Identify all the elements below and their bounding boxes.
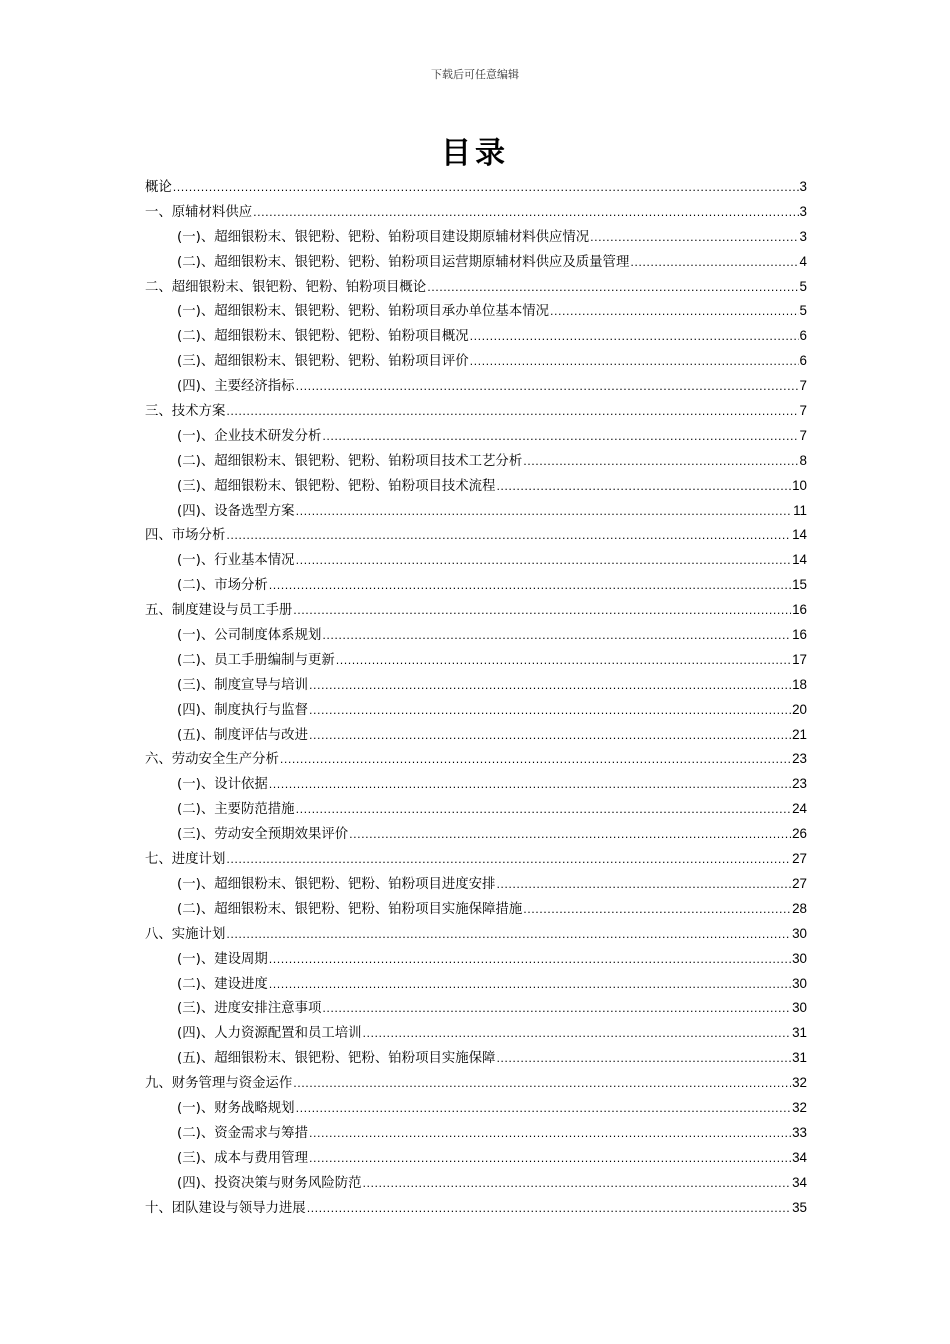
toc-entry-page-number: 14 (792, 552, 807, 568)
toc-dot-leader (590, 226, 798, 251)
toc-entry-label: (五)、制度评估与改进 (177, 727, 308, 743)
toc-entry-page-number: 23 (792, 751, 807, 767)
toc-entry-label: (一)、超细银粉末、银钯粉、钯粉、铂粉项目进度安排 (177, 876, 496, 892)
toc-entry-page-number: 16 (792, 602, 807, 618)
toc-entry-label: 概论 (145, 180, 172, 195)
toc-entry-page-number: 26 (792, 826, 807, 842)
toc-entry-page-number: 10 (792, 477, 807, 493)
toc-dot-leader (427, 276, 798, 301)
toc-entry-page-number: 11 (793, 502, 807, 518)
toc-entry-page-number: 6 (799, 353, 807, 369)
toc-entry-label: 三、技术方案 (145, 404, 226, 420)
toc-dot-leader (550, 300, 799, 325)
page-header: 下载后可任意编辑 (431, 68, 519, 81)
toc-entry-section[interactable] (145, 673, 807, 698)
toc-entry-section[interactable] (145, 299, 807, 324)
toc-dot-leader (296, 798, 792, 823)
toc-entry-page-number: 30 (792, 925, 807, 941)
toc-dot-leader (309, 724, 791, 749)
toc-entry-section[interactable] (145, 772, 807, 797)
toc-entry-chapter[interactable] (145, 598, 807, 623)
toc-entry-chapter[interactable] (145, 1071, 807, 1096)
toc-dot-leader (470, 350, 799, 375)
toc-entry-section[interactable] (145, 648, 807, 673)
toc-entry-page-number: 24 (792, 801, 807, 817)
toc-entry-page-number: 5 (799, 303, 807, 319)
toc-title: 目录 (441, 136, 509, 171)
toc-dot-leader (296, 500, 793, 525)
toc-entry-label: (一)、财务战略规划 (177, 1100, 295, 1116)
toc-entry-label: (四)、主要经济指标 (177, 379, 295, 395)
toc-entry-label: 二、超细银粉末、银钯粉、钯粉、铂粉项目概论 (145, 279, 427, 295)
toc-entry-chapter[interactable] (145, 175, 807, 200)
toc-dot-leader (269, 948, 791, 973)
toc-entry-page-number: 30 (792, 1000, 807, 1016)
toc-dot-leader (253, 201, 798, 226)
toc-entry-page-number: 7 (799, 378, 807, 394)
toc-entry-section[interactable] (145, 623, 807, 648)
toc-dot-leader (309, 1122, 791, 1147)
toc-entry-label: (四)、人力资源配置和员工培训 (177, 1026, 362, 1042)
toc-dot-leader (630, 251, 798, 276)
toc-entry-label: (三)、进度安排注意事项 (177, 1001, 322, 1017)
toc-dot-leader (269, 574, 791, 599)
toc-entry-page-number: 8 (799, 452, 807, 468)
toc-entry-page-number: 3 (799, 179, 807, 194)
toc-entry-page-number: 3 (799, 228, 807, 244)
toc-entry-label: (二)、市场分析 (177, 578, 268, 594)
toc-entry-chapter[interactable] (145, 1196, 807, 1221)
toc-entry-page-number: 23 (792, 776, 807, 792)
toc-dot-leader (496, 475, 791, 500)
toc-dot-leader (322, 624, 791, 649)
toc-entry-label: (二)、建设进度 (177, 976, 268, 992)
toc-dot-leader (226, 848, 791, 873)
toc-entry-chapter[interactable] (145, 399, 807, 424)
toc-entry-page-number: 34 (792, 1174, 807, 1190)
toc-entry-label: (一)、建设周期 (177, 951, 268, 967)
toc-dot-leader (307, 1197, 791, 1222)
toc-entry-section[interactable] (145, 324, 807, 349)
toc-entry-page-number: 5 (799, 278, 807, 294)
toc-dot-leader (296, 1097, 792, 1122)
toc-dot-leader (269, 973, 791, 998)
toc-entry-label: 六、劳动安全生产分析 (145, 752, 279, 768)
toc-entry-page-number: 14 (792, 527, 807, 543)
toc-dot-leader (523, 898, 791, 923)
toc-entry-section[interactable] (145, 872, 807, 897)
toc-entry-label: (三)、劳动安全预期效果评价 (177, 827, 349, 843)
toc-entry-label: (三)、超细银粉末、银钯粉、钯粉、铂粉项目评价 (177, 354, 469, 370)
toc-dot-leader (363, 1022, 792, 1047)
toc-dot-leader (293, 1072, 791, 1097)
toc-entry-section[interactable] (145, 424, 807, 449)
toc-entry-page-number: 34 (792, 1149, 807, 1165)
toc-entry-label: (一)、设计依据 (177, 777, 268, 793)
toc-entry-page-number: 17 (792, 651, 807, 667)
toc-entry-page-number: 31 (792, 1050, 807, 1066)
toc-entry-section[interactable] (145, 374, 807, 399)
toc-entry-chapter[interactable] (145, 847, 807, 872)
toc-entry-page-number: 7 (799, 427, 807, 443)
toc-entry-label: (二)、超细银粉末、银钯粉、钯粉、铂粉项目概况 (177, 329, 469, 345)
toc-entry-label: (三)、制度宣导与培训 (177, 677, 308, 693)
toc-entry-section[interactable] (145, 1021, 807, 1046)
toc-entry-section[interactable] (145, 474, 807, 499)
toc-dot-leader (523, 450, 798, 475)
toc-entry-label: (四)、投资决策与财务风险防范 (177, 1175, 362, 1191)
toc-entry-page-number: 27 (792, 875, 807, 891)
toc-dot-leader (226, 923, 791, 948)
toc-dot-leader (309, 699, 791, 724)
toc-entry-section[interactable] (145, 822, 807, 847)
toc-entry-label: (一)、超细银粉末、银钯粉、钯粉、铂粉项目承办单位基本情况 (177, 304, 549, 320)
toc-entry-label: (二)、超细银粉末、银钯粉、钯粉、铂粉项目运营期原辅材料供应及质量管理 (177, 254, 630, 270)
toc-entry-label: (二)、主要防范措施 (177, 802, 295, 818)
toc-entry-label: (三)、成本与费用管理 (177, 1150, 308, 1166)
toc-dot-leader (226, 524, 791, 549)
toc-entry-label: (二)、员工手册编制与更新 (177, 652, 335, 668)
toc-entry-page-number: 3 (799, 203, 807, 219)
toc-entry-label: (五)、超细银粉末、银钯粉、钯粉、铂粉项目实施保障 (177, 1051, 496, 1067)
toc-entry-label: 八、实施计划 (145, 926, 226, 942)
toc-entry-section[interactable] (145, 996, 807, 1021)
toc-entry-section[interactable] (145, 573, 807, 598)
toc-dot-leader (309, 1147, 791, 1172)
toc-entry-page-number: 16 (792, 627, 807, 643)
toc-entry-section[interactable] (145, 1171, 807, 1196)
toc-dot-leader (470, 325, 799, 350)
toc-entry-page-number: 15 (792, 577, 807, 593)
toc-entry-label: 四、市场分析 (145, 528, 226, 544)
toc-entry-page-number: 21 (792, 726, 807, 742)
toc-entry-chapter[interactable] (145, 200, 807, 225)
toc-dot-leader (322, 997, 791, 1022)
toc-entry-section[interactable] (145, 723, 807, 748)
toc-dot-leader (296, 549, 792, 574)
toc-entry-page-number: 6 (799, 328, 807, 344)
toc-entry-label: 十、团队建设与领导力进展 (145, 1200, 306, 1216)
toc-entry-section[interactable] (145, 449, 807, 474)
toc-entry-label: 一、原辅材料供应 (145, 204, 253, 220)
toc-entry-section[interactable] (145, 349, 807, 374)
toc-entry-section[interactable] (145, 499, 807, 524)
toc-entry-page-number: 30 (792, 950, 807, 966)
toc-dot-leader (293, 599, 791, 624)
toc-entry-section[interactable] (145, 250, 807, 275)
toc-entry-page-number: 33 (792, 1124, 807, 1140)
toc-dot-leader (322, 425, 798, 450)
toc-entry-page-number: 4 (799, 253, 807, 269)
toc-dot-leader (269, 773, 791, 798)
toc-entry-page-number: 20 (792, 701, 807, 717)
toc-dot-leader (363, 1172, 792, 1197)
toc-entry-section[interactable] (145, 972, 807, 997)
toc-entry-label: (三)、超细银粉末、银钯粉、钯粉、铂粉项目技术流程 (177, 478, 496, 494)
toc-entry-page-number: 32 (792, 1075, 807, 1091)
table-of-contents (145, 175, 807, 1220)
toc-entry-page-number: 30 (792, 975, 807, 991)
toc-entry-section[interactable] (145, 797, 807, 822)
toc-entry-page-number: 7 (799, 403, 807, 419)
toc-entry-chapter[interactable] (145, 275, 807, 300)
toc-entry-section[interactable] (145, 1096, 807, 1121)
toc-entry-page-number: 28 (792, 900, 807, 916)
toc-dot-leader (226, 400, 798, 425)
toc-entry-label: 九、财务管理与资金运作 (145, 1076, 293, 1092)
toc-dot-leader (349, 823, 791, 848)
toc-entry-page-number: 27 (792, 851, 807, 867)
toc-entry-label: (二)、超细银粉末、银钯粉、钯粉、铂粉项目技术工艺分析 (177, 453, 523, 469)
toc-entry-page-number: 18 (792, 676, 807, 692)
toc-entry-label: (四)、设备选型方案 (177, 503, 295, 519)
toc-entry-section[interactable] (145, 548, 807, 573)
toc-entry-section[interactable] (145, 947, 807, 972)
toc-entry-section[interactable] (145, 698, 807, 723)
toc-entry-label: 七、进度计划 (145, 852, 226, 868)
toc-entry-page-number: 32 (792, 1099, 807, 1115)
toc-entry-chapter[interactable] (145, 922, 807, 947)
toc-entry-section[interactable] (145, 897, 807, 922)
toc-entry-section[interactable] (145, 1146, 807, 1171)
toc-dot-leader (496, 873, 791, 898)
toc-entry-label: (二)、资金需求与筹措 (177, 1125, 308, 1141)
toc-entry-page-number: 31 (792, 1025, 807, 1041)
toc-dot-leader (280, 748, 791, 773)
toc-dot-leader (496, 1047, 791, 1072)
toc-entry-chapter[interactable] (145, 523, 807, 548)
toc-dot-leader (173, 176, 799, 201)
toc-entry-chapter[interactable] (145, 747, 807, 772)
toc-entry-label: (一)、超细银粉末、银钯粉、钯粉、铂粉项目建设期原辅材料供应情况 (177, 229, 590, 245)
toc-dot-leader (296, 375, 799, 400)
toc-dot-leader (309, 674, 791, 699)
toc-entry-label: (一)、行业基本情况 (177, 553, 295, 569)
toc-entry-section[interactable] (145, 225, 807, 250)
toc-entry-section[interactable] (145, 1121, 807, 1146)
toc-entry-section[interactable] (145, 1046, 807, 1071)
toc-entry-label: (四)、制度执行与监督 (177, 702, 308, 718)
toc-dot-leader (336, 649, 791, 674)
toc-entry-page-number: 35 (792, 1199, 807, 1215)
toc-entry-label: (一)、公司制度体系规划 (177, 628, 322, 644)
toc-entry-label: (一)、企业技术研发分析 (177, 428, 322, 444)
toc-entry-label: 五、制度建设与员工手册 (145, 603, 293, 619)
toc-entry-label: (二)、超细银粉末、银钯粉、钯粉、铂粉项目实施保障措施 (177, 901, 523, 917)
